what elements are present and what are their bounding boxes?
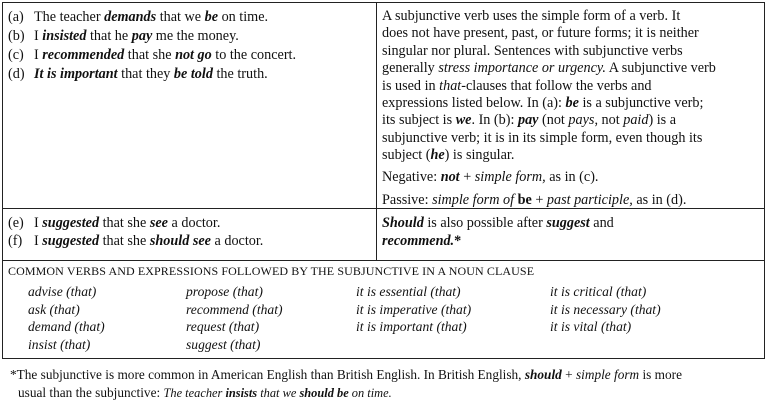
- verbs-column-2: [186, 283, 283, 353]
- example-f: (f) I suggested that she should see a doctor.: [8, 233, 264, 249]
- passive-rule: Passive: simple form of be + past participle, as in (d).: [382, 192, 687, 209]
- verb-item: request (that): [186, 319, 260, 334]
- should-note: Should is also possible after suggest and recommend.*: [382, 215, 614, 249]
- verbs-heading: COMMON VERBS AND EXPRESSIONS FOLLOWED BY THE SUBJUNCTIVE IN A NOUN CLAUSE: [8, 264, 535, 278]
- expression-item: it is critical (that): [550, 284, 647, 299]
- expression-item: it is necessary (that): [550, 301, 661, 317]
- negative-rule: Negative: not + simple form, as in (c).: [382, 168, 599, 185]
- verb-item: propose (that): [186, 284, 263, 299]
- subjunctive-explanation: [382, 8, 758, 209]
- verb-item: insist (that): [28, 336, 91, 352]
- example-d: (d) It is important that they be told the truth.: [8, 66, 268, 82]
- verbs-column-4: [550, 283, 661, 336]
- verb-item: advise (that): [28, 284, 97, 299]
- example-c: (c) I recommended that she not go to the concert.: [8, 47, 297, 63]
- verb-item: recommend (that): [186, 301, 283, 317]
- verb-item: ask (that): [28, 301, 80, 317]
- verb-item: demand (that): [28, 319, 105, 334]
- column-divider-middle: [376, 208, 377, 260]
- verb-item: suggest (that): [186, 336, 261, 352]
- row-divider-2: [3, 260, 764, 261]
- verbs-column-3: [356, 283, 471, 336]
- example-e: (e) I suggested that she see a doctor.: [8, 215, 221, 231]
- expression-item: it is important (that): [356, 319, 467, 334]
- expression-item: it is vital (that): [550, 319, 632, 334]
- example-b: (b) I insisted that he pay me the money.: [8, 28, 239, 44]
- footnote: *The subjunctive is more common in American English than British English. In British English, should + simple form is more usual than the subjunctive: The teacher insists that we should be on time.: [10, 367, 682, 400]
- expression-item: it is essential (that): [356, 284, 461, 299]
- expression-item: it is imperative (that): [356, 301, 472, 317]
- example-a: (a) The teacher demands that we be on time.: [8, 9, 269, 25]
- column-divider-top: [376, 3, 377, 208]
- examples-list-e-f: [8, 214, 368, 250]
- verbs-column-1: [28, 283, 105, 353]
- examples-list-a-d: [8, 8, 368, 84]
- explanation-paragraph: A subjunctive verb uses the simple form of a verb. It does not have present, past, or future forms; it is neither singular nor plural. Sentences with subjunctive verbs generally stress importance or urgency. A subjunctive verb is used in that-clauses that follow the verbs and expressions listed below. In (a): be is a subjunctive verb; its subject is we. In (b): pay (not pays, not paid) is a subjunctive verb; it is in its simple form, even though its subject (he) is singular.: [382, 8, 716, 164]
